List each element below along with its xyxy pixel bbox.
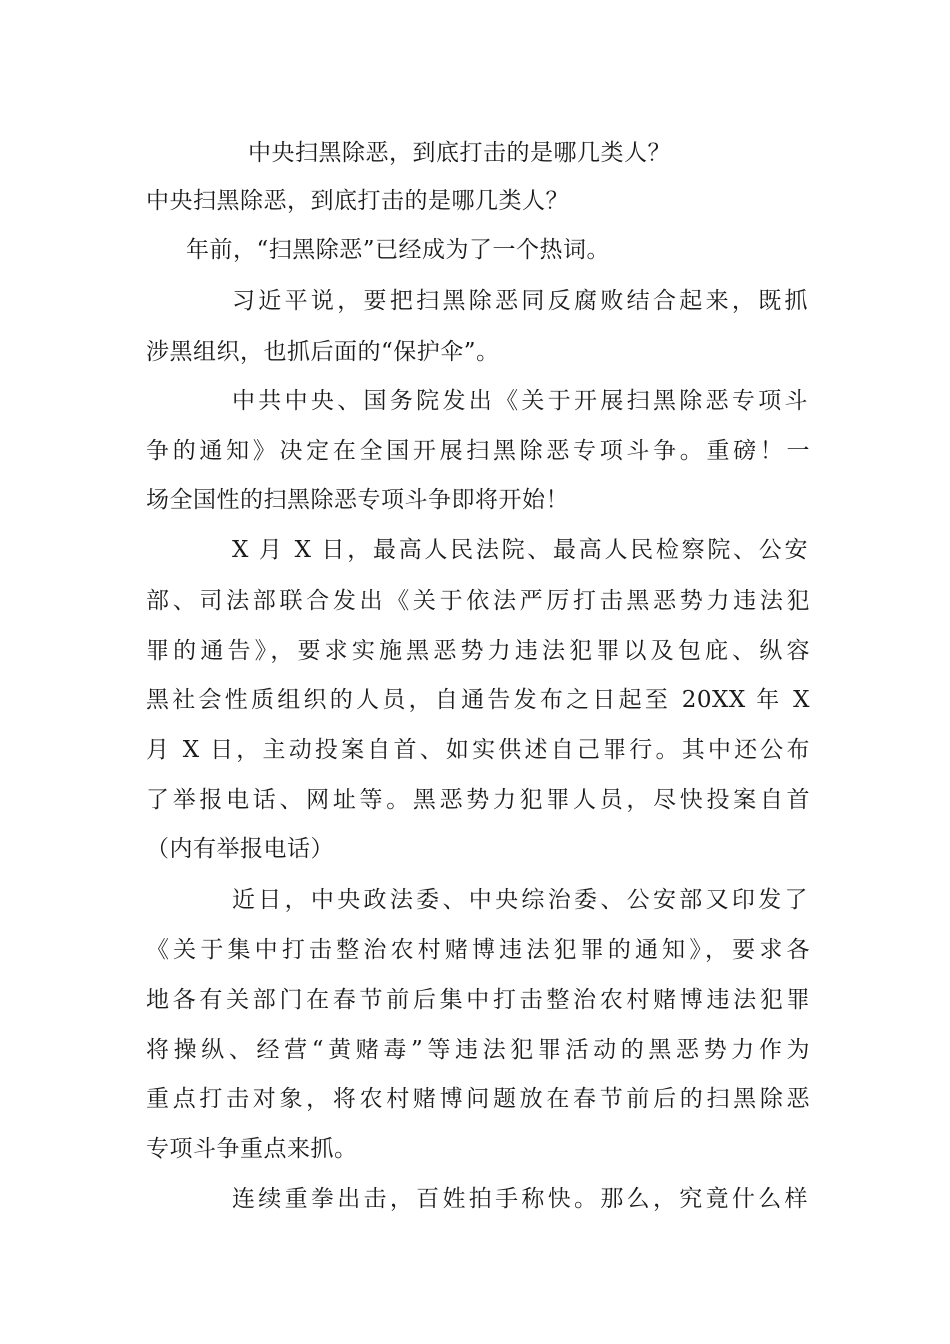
- paragraph-4-line-2: 部、司法部联合发出《关于依法严厉打击黑恶势力违法犯: [146, 588, 810, 614]
- paragraph-5-line-6: 专项斗争重点来抓。: [146, 1136, 358, 1162]
- paragraph-3-line-2: 争的通知》决定在全国开展扫黑除恶专项斗争。重磅！一: [146, 438, 810, 464]
- paragraph-4-line-7: （内有举报电话）: [146, 836, 334, 862]
- paragraph-5-line-2: 《关于集中打击整治农村赌博违法犯罪的通知》，要求各: [146, 937, 810, 963]
- paragraph-5-line-4: 将操纵、经营“黄赌毒”等违法犯罪活动的黑恶势力作为: [146, 1037, 810, 1063]
- document-title: 中央扫黑除恶，到底打击的是哪几类人？: [248, 140, 671, 166]
- paragraph-4-line-6: 了举报电话、网址等。黑恶势力犯罪人员，尽快投案自首: [146, 787, 810, 813]
- paragraph-5-line-1: 近日，中央政法委、中央综治委、公安部又印发了: [232, 887, 808, 913]
- paragraph-4-line-1: X 月 X 日，最高人民法院、最高人民检察院、公安: [232, 537, 808, 563]
- paragraph-4-line-5: 月 X 日，主动投案自首、如实供述自己罪行。其中还公布: [146, 737, 810, 763]
- paragraph-5-line-5: 重点打击对象，将农村赌博问题放在春节前后的扫黑除恶: [146, 1086, 810, 1112]
- paragraph-5-line-3: 地各有关部门在春节前后集中打击整治农村赌博违法犯罪: [146, 987, 810, 1013]
- paragraph-4-line-4: 黑社会性质组织的人员，自通告发布之日起至 20XX 年 X: [146, 687, 810, 713]
- document-subtitle: 中央扫黑除恶，到底打击的是哪几类人？: [146, 188, 569, 214]
- paragraph-6-line-1: 连续重拳出击，百姓拍手称快。那么，究竟什么样: [232, 1186, 808, 1212]
- paragraph-3-line-1: 中共中央、国务院发出《关于开展扫黑除恶专项斗: [232, 388, 808, 414]
- paragraph-3-line-3: 场全国性的扫黑除恶专项斗争即将开始！: [146, 487, 569, 513]
- paragraph-4-line-3: 罪的通告》，要求实施黑恶势力违法犯罪以及包庇、纵容: [146, 638, 810, 664]
- paragraph-2-line-1: 习近平说，要把扫黑除恶同反腐败结合起来，既抓: [232, 288, 808, 314]
- paragraph-2-line-2: 涉黑组织，也抓后面的“保护伞”。: [146, 339, 500, 365]
- paragraph-1-line-1: 年前，“扫黑除恶”已经成为了一个热词。: [186, 237, 611, 263]
